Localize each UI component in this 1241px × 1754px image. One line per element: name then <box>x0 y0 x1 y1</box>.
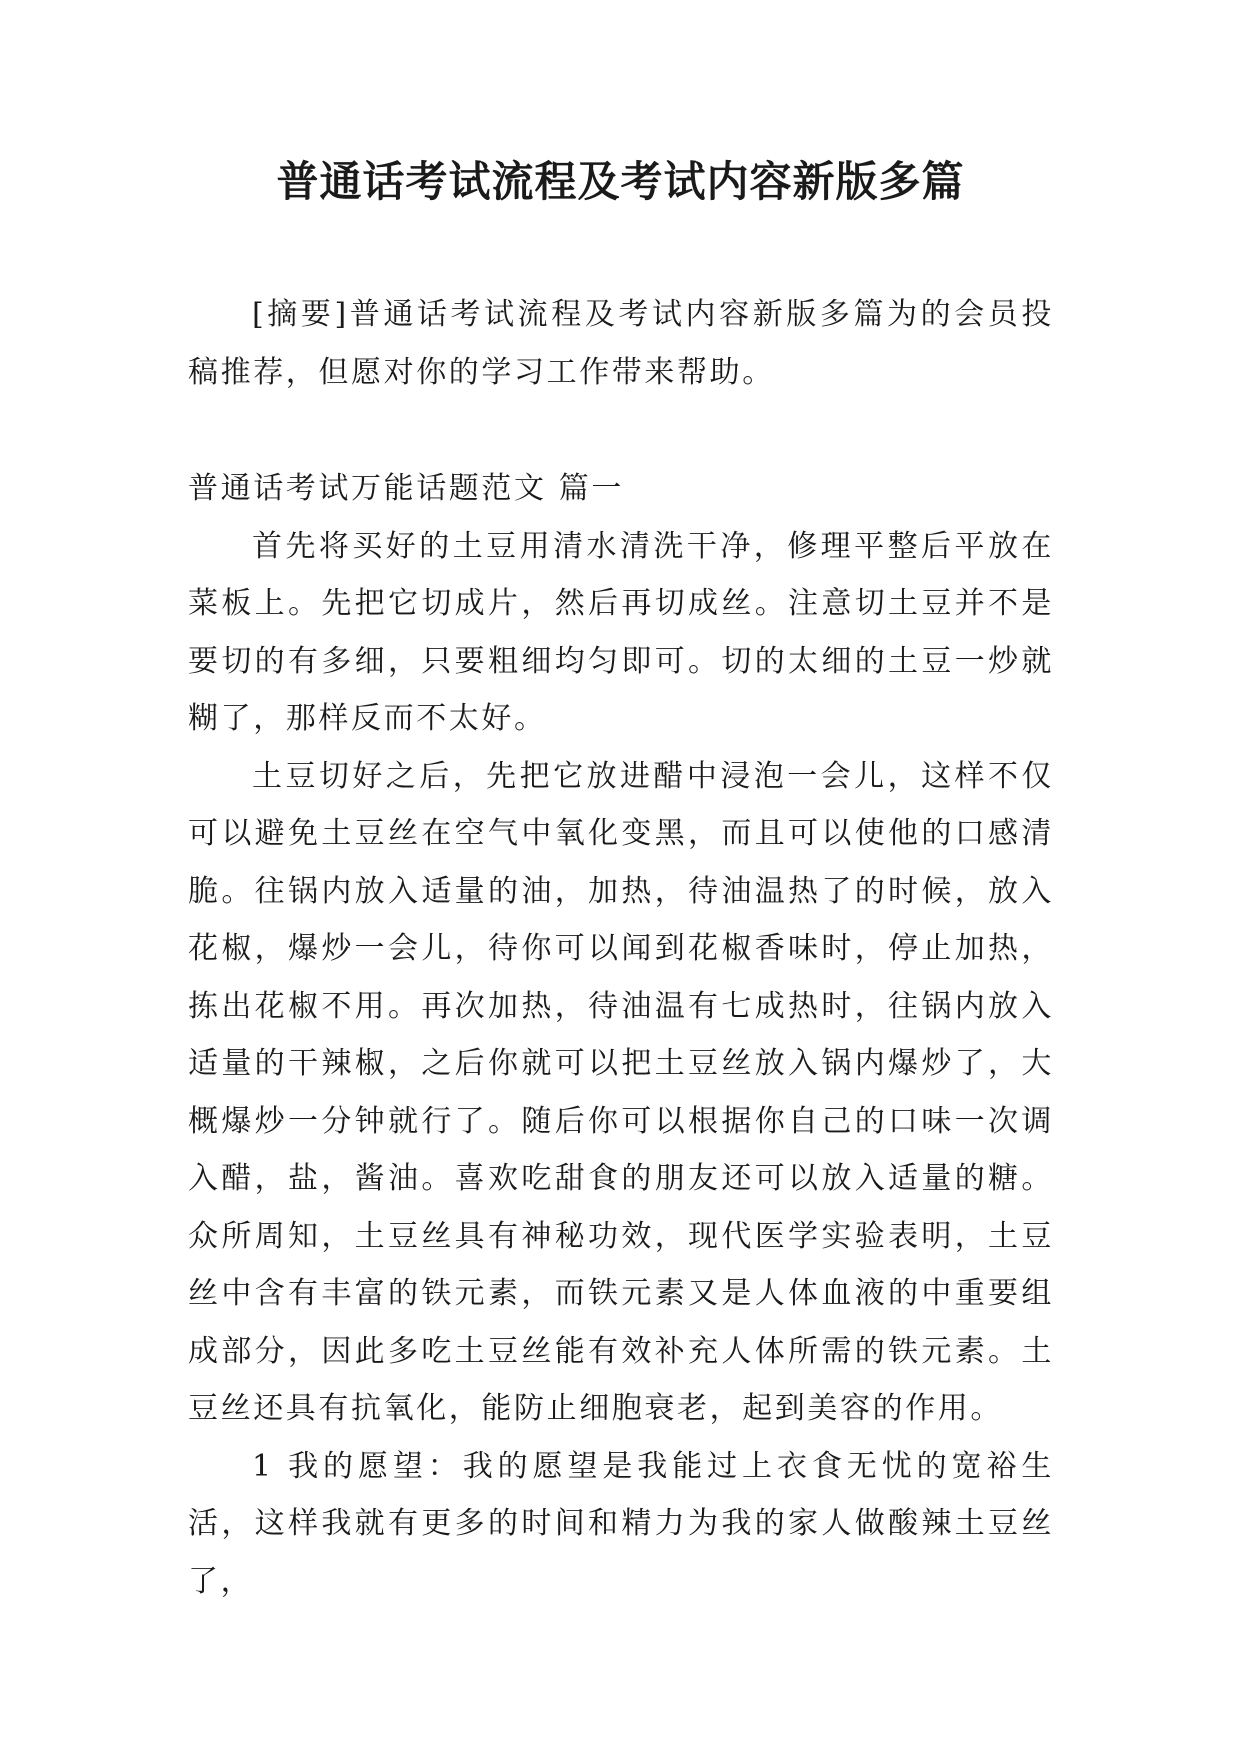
body-paragraph-3: 1 我的愿望：我的愿望是我能过上衣食无忧的宽裕生活，这样我就有更多的时间和精力为我的家人做酸辣土豆丝了， <box>188 1448 1054 1599</box>
abstract-paragraph: [摘要]普通话考试流程及考试内容新版多篇为的会员投稿推荐，但愿对你的学习工作带来帮助。 <box>188 297 1054 390</box>
document-title: 普通话考试流程及考试内容新版多篇 <box>276 157 965 206</box>
abstract-block <box>188 286 1054 401</box>
body-paragraph-1: 首先将买好的土豆用清水清洗干净，修理平整后平放在菜板上。先把它切成片，然后再切成丝。注意切土豆并不是要切的有多细，只要粗细均匀即可。切的太细的土豆一炒就糊了，那样反而不太好。 <box>188 528 1054 736</box>
body-paragraph-2: 土豆切好之后，先把它放进醋中浸泡一会儿，这样不仅可以避免土豆丝在空气中氧化变黑，而且可以使他的口感清脆。往锅内放入适量的油，加热，待油温热了的时候，放入花椒，爆炒一会儿，待你可以闻到花椒香味时，停止加热，拣出花椒不用。再次加热，待油温有七成热时，往锅内放入适量的干辣椒，之后你就可以把土豆丝放入锅内爆炒了，大概爆炒一分钟就行了。随后你可以根据你自己的口味一次调入醋，盐，酱油。喜欢吃甜食的朋友还可以放入适量的糖。众所周知，土豆丝具有神秘功效，现代医学实验表明，土豆丝中含有丰富的铁元素，而铁元素又是人体血液的中重要组成部分，因此多吃土豆丝能有效补充人体所需的铁元素。土豆丝还具有抗氧化，能防止细胞衰老，起到美容的作用。 <box>188 758 1054 1426</box>
section-heading: 普通话考试万能话题范文 篇一 <box>188 471 624 506</box>
article-body <box>188 460 1054 1610</box>
